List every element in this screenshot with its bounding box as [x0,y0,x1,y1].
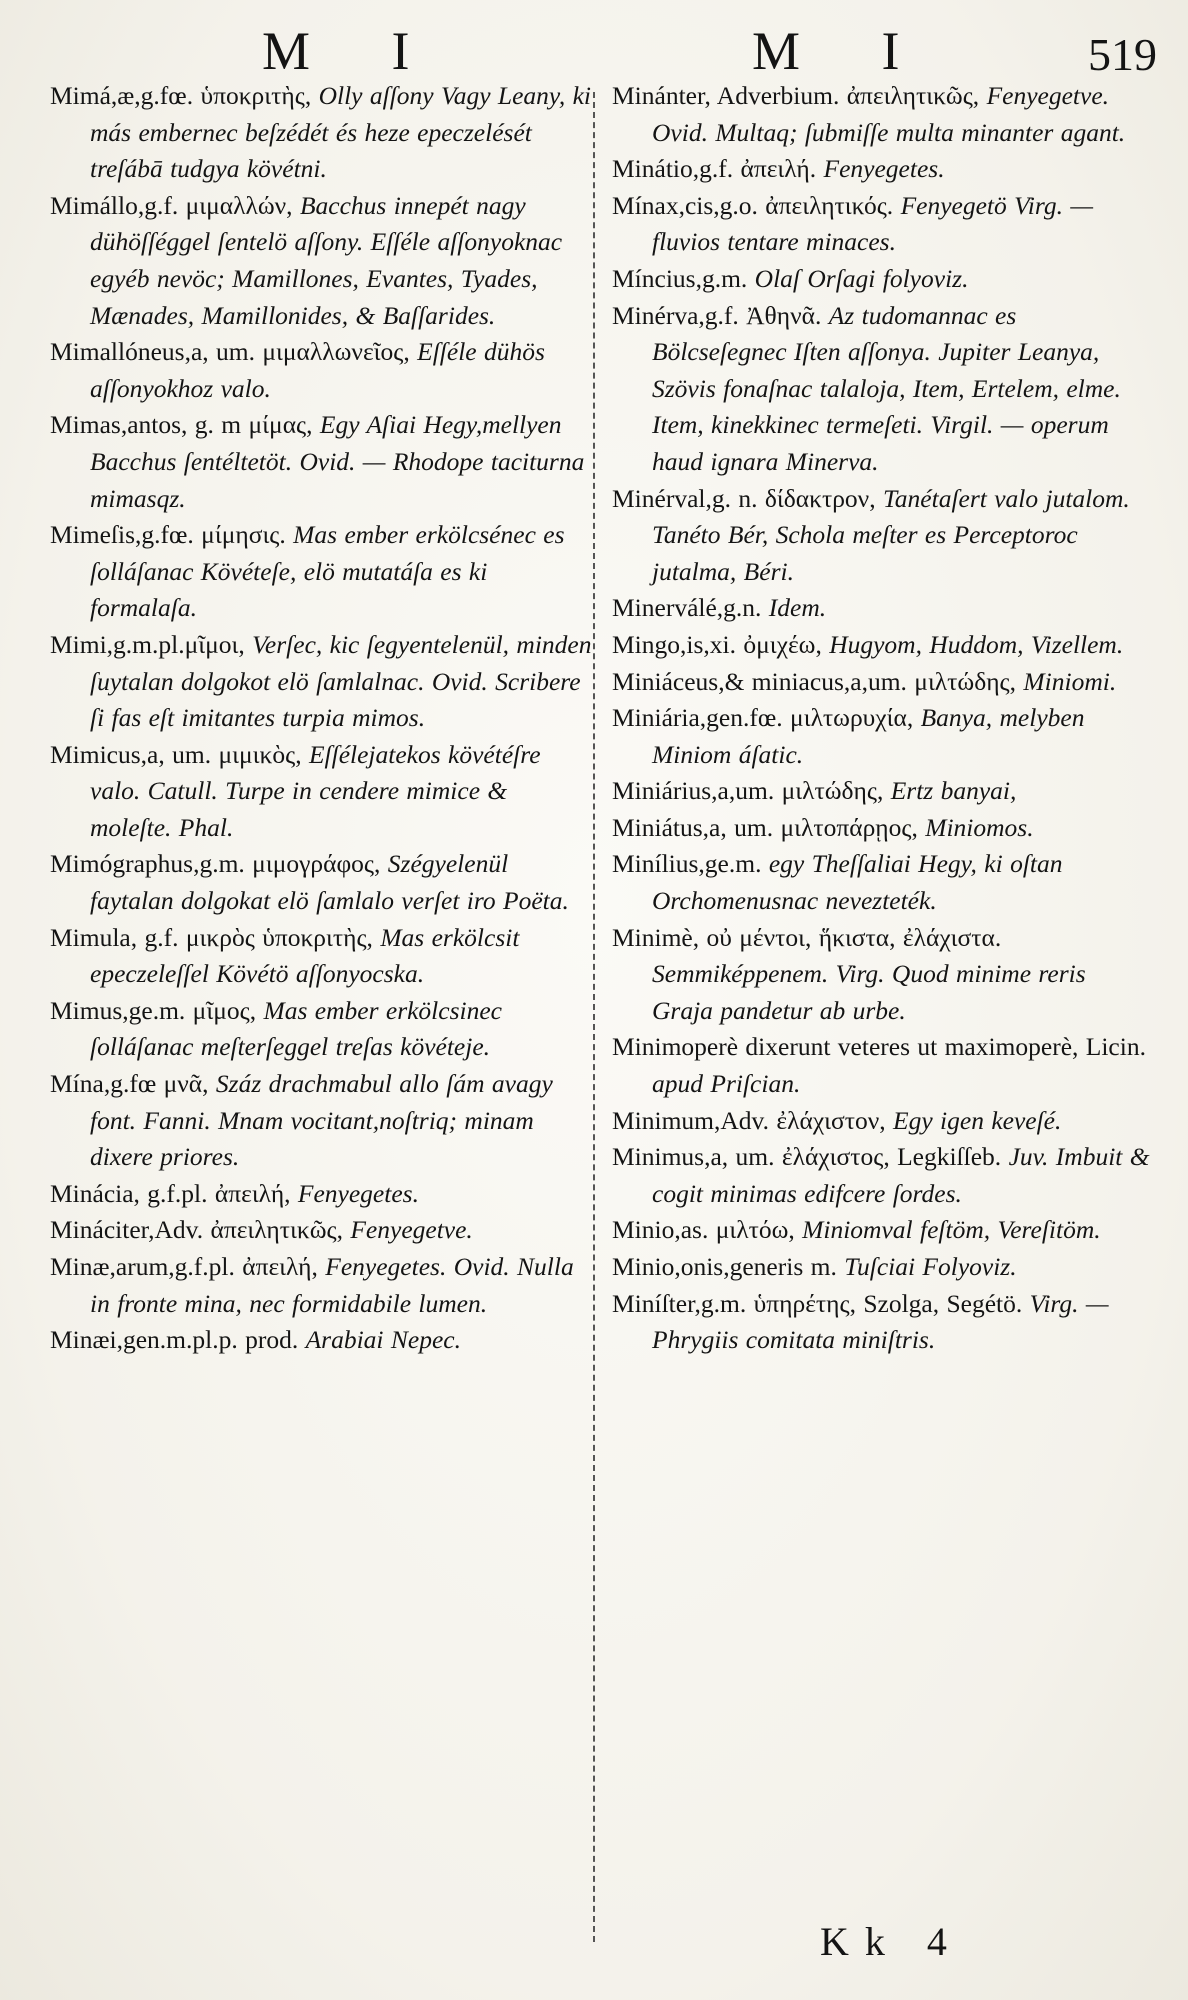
dictionary-entry [50,517,595,627]
definition: Fenyegetve. Ovid. Multaq; ſubmiſſe multa minanter agant. [652,81,1126,147]
running-head-left: M I [262,21,444,81]
definition: Miniomval feſtöm, Vereſitöm. [802,1215,1101,1245]
definition: Ertz banyai, [890,776,1017,806]
headword: Minátio,g.f. ἀπειλή. [612,154,817,184]
dictionary-entry [50,78,595,188]
headword: Mimicus,a, um. μιμικὸς, [50,739,302,769]
definition: Tanétaſert valo jutalom. Tanéto Bér, Schola meſter es Perceptoroc jutalma, Béri. [652,483,1130,586]
dictionary-entry [50,1212,595,1249]
column-divider [593,92,595,1942]
dictionary-entry [612,78,1152,151]
dictionary-entry [612,481,1152,591]
definition: Mas ember erkölcsinec ſolláſanac meſterſeggel treſas kövéteje. [90,995,502,1062]
definition: Fenyegetes. Ovid. Nulla in fronte mina, nec formidabile lumen. [90,1252,574,1318]
definition: Miniomi. [1023,666,1117,696]
dictionary-entry [50,846,595,919]
dictionary-entry [50,334,595,407]
headword: Minimè, οὐ μέντοι, ἥκιστα, ἐλάχιστα. [612,922,1002,952]
dictionary-entry [612,1103,1152,1140]
definition: Egy igen keveſé. [893,1105,1062,1135]
dictionary-entry [612,1249,1152,1286]
headword: Minio,as. μιλτόω, [612,1215,795,1245]
definition: Idem. [768,593,827,623]
definition: Fenyegetve. [350,1215,473,1245]
headword: Miniárius,a,um. μιλτώδης, [612,776,884,806]
headword: Mínax,cis,g.o. ἀπειλητικός. [612,190,894,220]
headword: Mimállo,g.f. μιμαλλών, [50,190,293,220]
dictionary-entry [612,1212,1152,1249]
definition: Olly aſſony Vagy Leany, ki más embernec beſzédét és heze epeczelését treſábā tudgya kövétni. [90,81,591,184]
left-column [50,78,595,1359]
definition: Egy Aſiai Hegy,mellyen Bacchus ſentéltetöt. Ovid. — Rhodope taciturna mimasqz. [90,410,585,513]
definition: Hugyom, Huddom, Vizellem. [829,629,1124,659]
dictionary-entry [612,188,1152,261]
headword: Minimoperè dixerunt veteres ut maximoperè, Licin. [612,1032,1146,1062]
definition: Az tudomannac es Bölcseſegnec Iſten aſſonya. Jupiter Leanya, Szövis fonaſnac talaloja, Item, Ertelem, elme. Item, kinekkinec termeſeti. Virgil. — operum haud ignara Minerva. [652,300,1121,476]
headword: Minérval,g. n. δίδακτρον, [612,483,876,513]
page-number: 519 [1088,29,1157,80]
definition: Eſſéle dühös aſſonyokhoz valo. [90,337,545,403]
headword: Mimus,ge.m. μῖμος, [50,995,257,1025]
definition: Eſſélejatekos kövétéſre valo. Catull. Turpe in cendere mimice & moleſte. Phal. [90,739,541,842]
dictionary-entry [612,151,1152,188]
dictionary-entry [612,1286,1152,1359]
dictionary-entry [50,1322,595,1359]
dictionary-entry [50,737,595,847]
headword: Miníſter,g.m. ὑπηρέτης, Szolga, Segétö. [612,1288,1023,1318]
definition: Virg. — Phrygiis comitata miniſtris. [652,1288,1109,1355]
dictionary-entry [50,993,595,1066]
definition: Olaſ Orſagi folyoviz. [754,263,969,293]
dictionary-entry [50,1066,595,1176]
headword: Miniátus,a, um. μιλτοπάρῃος, [612,812,918,842]
dictionary-entry [612,590,1152,627]
headword: Minánter, Adverbium. ἀπειλητικῶς, [612,81,980,110]
definition: Fenyegetö Virg. — fluvios tentare minaces. [652,190,1094,257]
signature-mark: Kk 4 [820,1919,963,1964]
definition: Mas ember erkölcsénec es ſolláſanac Kövéteſe, elö mutatáſa es ki formalaſa. [90,520,565,623]
dictionary-entry [612,846,1152,919]
dictionary-entry [50,407,595,517]
headword: Miniária,gen.fœ. μιλτωρυχία, [612,703,914,733]
dictionary-entry [612,627,1152,664]
dictionary-entry [612,810,1152,847]
headword: Minæ,arum,g.f.pl. ἀπειλή, [50,1252,318,1281]
headword: Mimas,antos, g. m μίμας, [50,410,313,440]
definition: Száz drachmabul allo ſám avagy font. Fanni. Mnam vocitant,noſtriq; minam dixere priores. [90,1069,553,1172]
headword: Mimula, g.f. μικρὸς ὑποκριτὴς, [50,922,373,952]
definition: Juv. Imbuit & cogit minimas edifcere ſordes. [652,1142,1150,1208]
dictionary-entry [50,188,595,334]
headword: Mingo,is,xi. ὀμιχέω, [612,629,822,659]
definition: Miniomos. [925,812,1034,842]
dictionary-entry [612,700,1152,773]
headword: Mína,g.fœ μνᾶ, [50,1069,209,1099]
dictionary-entry [612,1139,1152,1212]
definition: Fenyegetes. [297,1178,419,1208]
dictionary-entry [612,1029,1152,1102]
dictionary-entry [50,920,595,993]
definition: Mas erkölcsit epeczeleſſel Kövétö aſſonyocska. [90,922,520,989]
headword: Minio,onis,generis m. [612,1252,837,1281]
dictionary-entry [612,920,1152,1030]
headword: Minácia, g.f.pl. ἀπειλή, [50,1178,291,1208]
definition: egy Theſſaliai Hegy, ki oſtan Orchomenusnac nevezteték. [652,849,1063,916]
definition: Szégyelenül faytalan dolgokat elö ſamlalo verſet iro Poëta. [90,849,569,916]
dictionary-entry [50,627,595,737]
headword: Míncius,g.m. [612,263,748,293]
headword: Minílius,ge.m. [612,849,762,879]
definition: Semmiképpenem. Virg. Quod minime reris Graja pandetur ab urbe. [652,959,1086,1025]
headword: Mináciter,Adv. ἀπειλητικῶς, [50,1215,343,1245]
headword: Mimógraphus,g.m. μιμογράφος, [50,849,381,879]
dictionary-entry [50,1249,595,1322]
headword: Miniáceus,& miniacus,a,um. μιλτώδης, [612,666,1017,696]
running-head-right: M I [752,21,934,81]
definition: Bacchus innepét nagy dühöſſéggel ſentelö aſſony. Eſſéle aſſonyoknac egyéb nevöc; Mamillones, Evantes, Tyades, Mænades, Mamillonides, & Baſſarides. [90,190,563,330]
headword: Mimá,æ,g.fœ. ὑποκριτὴς, [50,81,312,110]
definition: Arabiai Nepec. [305,1325,461,1355]
definition: Verſec, kic ſegyentelenül, minden ſuytalan dolgokot elö ſamlalnac. Ovid. Scribere ſi fas eſt imitantes turpia mimos. [90,629,592,733]
headword: Mimeſis,g.fœ. μίμησις. [50,520,286,550]
definition: apud Priſcian. [652,1069,801,1099]
definition: Banya, melyben Miniom áſatic. [652,703,1085,769]
right-column [612,78,1152,1359]
dictionary-entry [50,1176,595,1213]
headword: Minæi,gen.m.pl.p. prod. [50,1325,299,1355]
dictionary-entry [612,298,1152,481]
headword: Minerválé,g.n. [612,593,762,623]
dictionary-entry [612,261,1152,298]
definition: Fenyegetes. [823,154,945,184]
headword: Minimum,Adv. ἐλάχιστον, [612,1105,886,1135]
headword: Mimi,g.m.pl.μῖμοι, [50,629,245,659]
headword: Mimallóneus,a, um. μιμαλλωνεῖος, [50,337,410,367]
headword: Minimus,a, um. ἐλάχιστος, Legkiſſeb. [612,1142,1002,1172]
definition: Tuſciai Folyoviz. [844,1252,1017,1281]
page-header [0,20,1188,80]
dictionary-entry [612,664,1152,701]
headword: Minérva,g.f. Ἀθηνᾶ. [612,300,822,330]
dictionary-entry [612,773,1152,810]
